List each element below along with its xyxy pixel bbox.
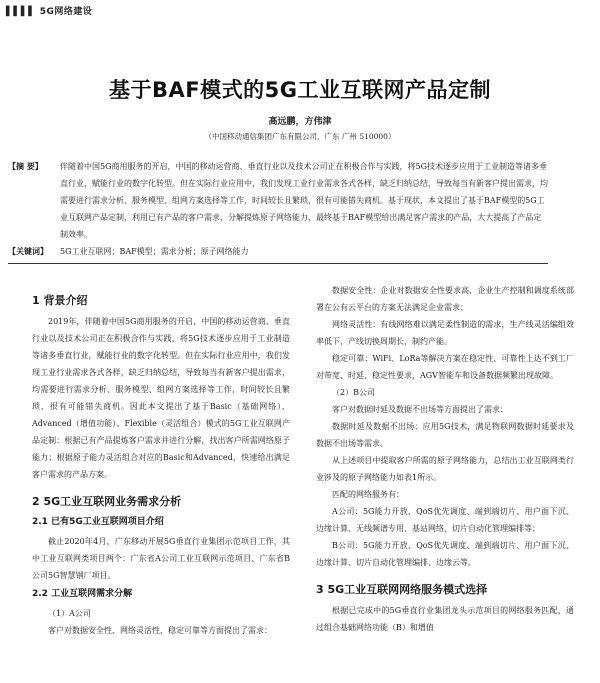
company-a-services-paragraph: A公司：5G能力开放、QoS优先调度、端到端切片、用户面下沉、边缘计算、无线频谱专用、基站网络、切片自动化管理编排等； [316,507,574,533]
abstract-text: 伴随着中国5G商用服务的开启，中国的移动运营商、垂直行业以及技术公司正在积极合作与实践，将5G技术逐步应用于工业制造等诸多垂直行业，赋能行业的数字化转型。但在实际行业应用中，我们发现工业行业需求各式各样，缺乏归纳总结，导致每当有新客户提出需求，均需要进行需求分析、服务模型、组网方案选择等工作，时间较长且繁琐，很有可能错失商机。基于现状，本文提出了基于BAF模型的5G工业互联网产品定制，利用已有产品的客户需求，分解提炼原子网络能力，最终基于BAF模型给出满足客户需求的产品，大大提高了产品定制效率。 [60,162,548,239]
header-marks: ▌▌▌▌ [6,7,36,17]
section-2-2-heading: 2.2 工业互联网需求分解 [32,589,133,599]
company-b-services-paragraph: B公司：5G能力开放、QoS优先调度、端到端切片、用户面下沉、边缘计算、切片自动化管理编排、边缘云等。 [316,541,574,567]
section-2-1-paragraph: 截止2020年4月，广东移动开展5G垂直行业集团示范项目工作，其中工业互联网类项目两个：广东省A公司工业互联网示范项目、广东省B公司5G智慧钢厂项目。 [32,537,290,580]
section-3-heading: 3 5G工业互联网网络服务模式选择 [316,583,488,596]
keywords-text: 5G工业互联网；BAF模型；需求分析；原子网络能力 [60,247,249,256]
data-security-paragraph: 数据安全性：企业对数据安全性要求高，企业生产控制和调度系统部署在公有云平台的方案无法满足企业需求； [316,286,574,312]
divider-rule [8,263,548,264]
section-2-1-heading: 2.1 已有5G工业互联网项目介绍 [32,517,164,527]
atomic-capability-paragraph: 从上述项目中提取客户所需的原子网络能力，总结出工业互联网类行业涉及的原子网络能力如表1所示。 [316,456,574,482]
abstract [8,158,548,243]
left-column [32,282,290,639]
section-1-paragraph: 2019年，伴随着中国5G商用服务的开启，中国的移动运营商、垂直行业以及技术公司正在积极合作与实践，将5G技术逐步应用于工业制造等诸多垂直行业，赋能行业的数字化转型。但在实际行业应用中，我们发现工业行业需求各式各样，缺乏归纳总结，导致每当有新客户提出需求，均需要进行需求分析、服务模型、组网方案选择等工作，时间较长且繁琐，很有可能错失商机。因此本文提出了基于Basic（基础网络）、Advanced（增值功能）、Flexible（灵活组合）模式的5G工业互联网产品定制：根据已有产品提炼客户需求并进行分解，找出客户所需网络原子能力；根据原子能力灵活组合对应的Basic和Advanced，快速给出满足客户需求的产品方案。 [32,317,290,479]
section-1-heading: 1 背景介绍 [32,294,88,307]
reliability-paragraph: 稳定可靠：WiFi、LoRa等解决方案在稳定性、可靠性上达不到工厂对带宽、时延、稳定性要求，AGV智能车和设备数据频繁出现故障。 [316,354,574,380]
network-flexibility-paragraph: 网络灵活性：有线网络难以满足柔性制造的需求，生产线灵活编组效率低下，产线切换周期长，制约产能。 [316,320,574,346]
right-column [316,282,574,636]
section-3-paragraph: 根据已完成中的5G垂直行业集团龙头示范项目的网络服务匹配，通过组合基础网络功能（B）和增值 [316,606,574,632]
subsection-a-company: （1）A公司 [48,609,91,618]
authors: 高远鹏，方伟津 [268,117,332,127]
matched-services-paragraph: 匹配的网络服务有： [332,490,404,499]
section-2-heading: 2 5G工业互联网业务需求分析 [32,495,182,508]
latency-paragraph: 数据时延及数据不出场：应用5G技术，满足物联网数据时延要求及数据不出场等需求。 [316,422,574,448]
abstract-label: 【摘 要】 [8,162,43,171]
affiliation: （中国移动通信集团广东有限公司，广东 广州 510000） [204,132,396,141]
keywords [8,244,548,259]
keywords-label: 【关键词】 [8,247,48,256]
b-requirements-paragraph: 客户对数据时延及数据不出场等方面提出了需求： [332,405,508,414]
paper-title: 基于BAF模式的5G工业互联网产品定制 [109,78,491,102]
section-2-2-paragraph: 客户对数据安全性、网络灵活性，稳定可靠等方面提出了需求： [48,626,272,635]
running-header [6,4,92,17]
subsection-b-company: （2）B公司 [332,388,375,397]
running-title: 5G网络建设 [39,7,93,17]
